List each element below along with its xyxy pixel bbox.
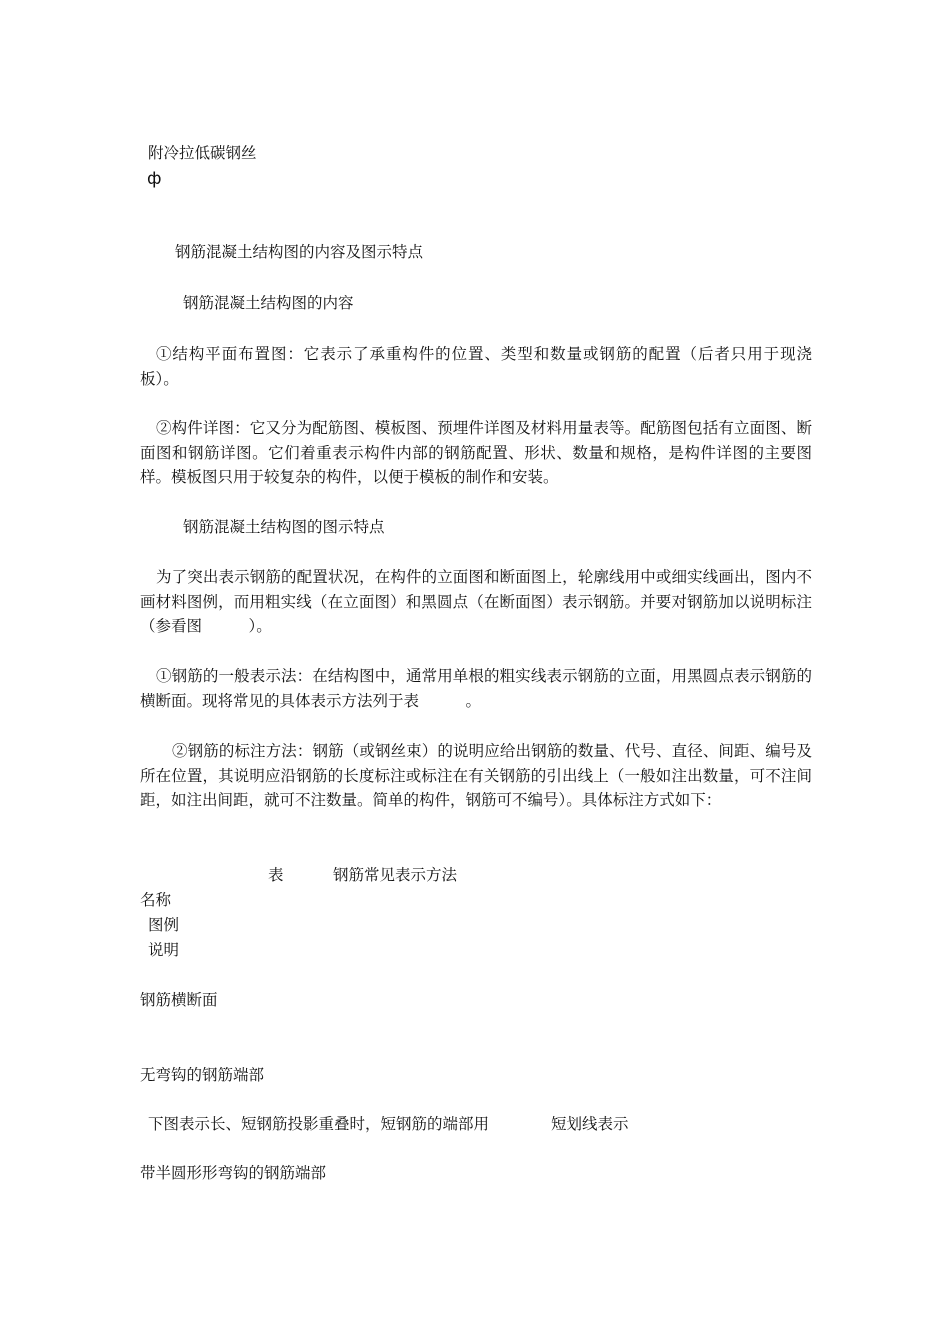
table-header-legend: 图例 — [148, 916, 180, 934]
paragraph-features-intro: 为了突出表示钢筋的配置状况，在构件的立面图和断面图上，轮廓线用中或细实线画出，图内不画材料图例，而用粗实线（在立面图）和黑圆点（在断面图）表示钢筋。并要对钢筋加以说明标注（参看图 ）。 — [140, 568, 812, 635]
table-header-note: 说明 — [148, 941, 180, 959]
table-row-name: 带半圆形形弯钩的钢筋端部 — [140, 1164, 327, 1182]
table-row-note: 下图表示长、短钢筋投影重叠时，短钢筋的端部用 — [148, 1115, 490, 1133]
paragraph-labeling-method: ②钢筋的标注方法：钢筋（或钢丝束）的说明应给出钢筋的数量、代号、直径、间距、编号及所在位置，其说明应沿钢筋的长度标注或标注在有关钢筋的引出线上（一般如注出数量，可不注间距，如注出间距，就可不注数量。简单的构件，钢筋可不编号）。具体标注方式如下： — [140, 742, 812, 809]
list-item-cold-drawn-wire: 附冷拉低碳钢丝 — [148, 144, 257, 162]
table-row-name: 钢筋横断面 — [140, 991, 218, 1009]
subsection-title-content: 钢筋混凝土结构图的内容 — [183, 294, 354, 312]
paragraph-general-representation: ①钢筋的一般表示法：在结构图中，通常用单根的粗实线表示钢筋的立面，用黑圆点表示钢筋的横断面。现将常见的具体表示方法列于表 。 — [140, 667, 812, 710]
table-caption-label: 表 — [268, 866, 284, 884]
subsection-title-features: 钢筋混凝土结构图的图示特点 — [183, 518, 385, 536]
phi-symbol: ф — [147, 169, 162, 189]
table-header-name: 名称 — [140, 891, 172, 909]
section-title: 钢筋混凝土结构图的内容及图示特点 — [175, 243, 424, 261]
table-row-name: 无弯钩的钢筋端部 — [140, 1066, 265, 1084]
table-row-note: 短划线表示 — [551, 1115, 629, 1133]
paragraph-component-detail: ②构件详图：它又分为配筋图、模板图、预埋件详图及材料用量表等。配筋图包括有立面图、断面图和钢筋详图。它们着重表示构件内部的钢筋配置、形状、数量和规格，是构件详图的主要图样。模板图只用于较复杂的构件，以便于模板的制作和安装。 — [140, 419, 812, 486]
table-caption-title: 钢筋常见表示方法 — [333, 866, 458, 884]
paragraph-structure-layout: ①结构平面布置图：它表示了承重构件的位置、类型和数量或钢筋的配置（后者只用于现浇板）。 — [140, 345, 812, 388]
